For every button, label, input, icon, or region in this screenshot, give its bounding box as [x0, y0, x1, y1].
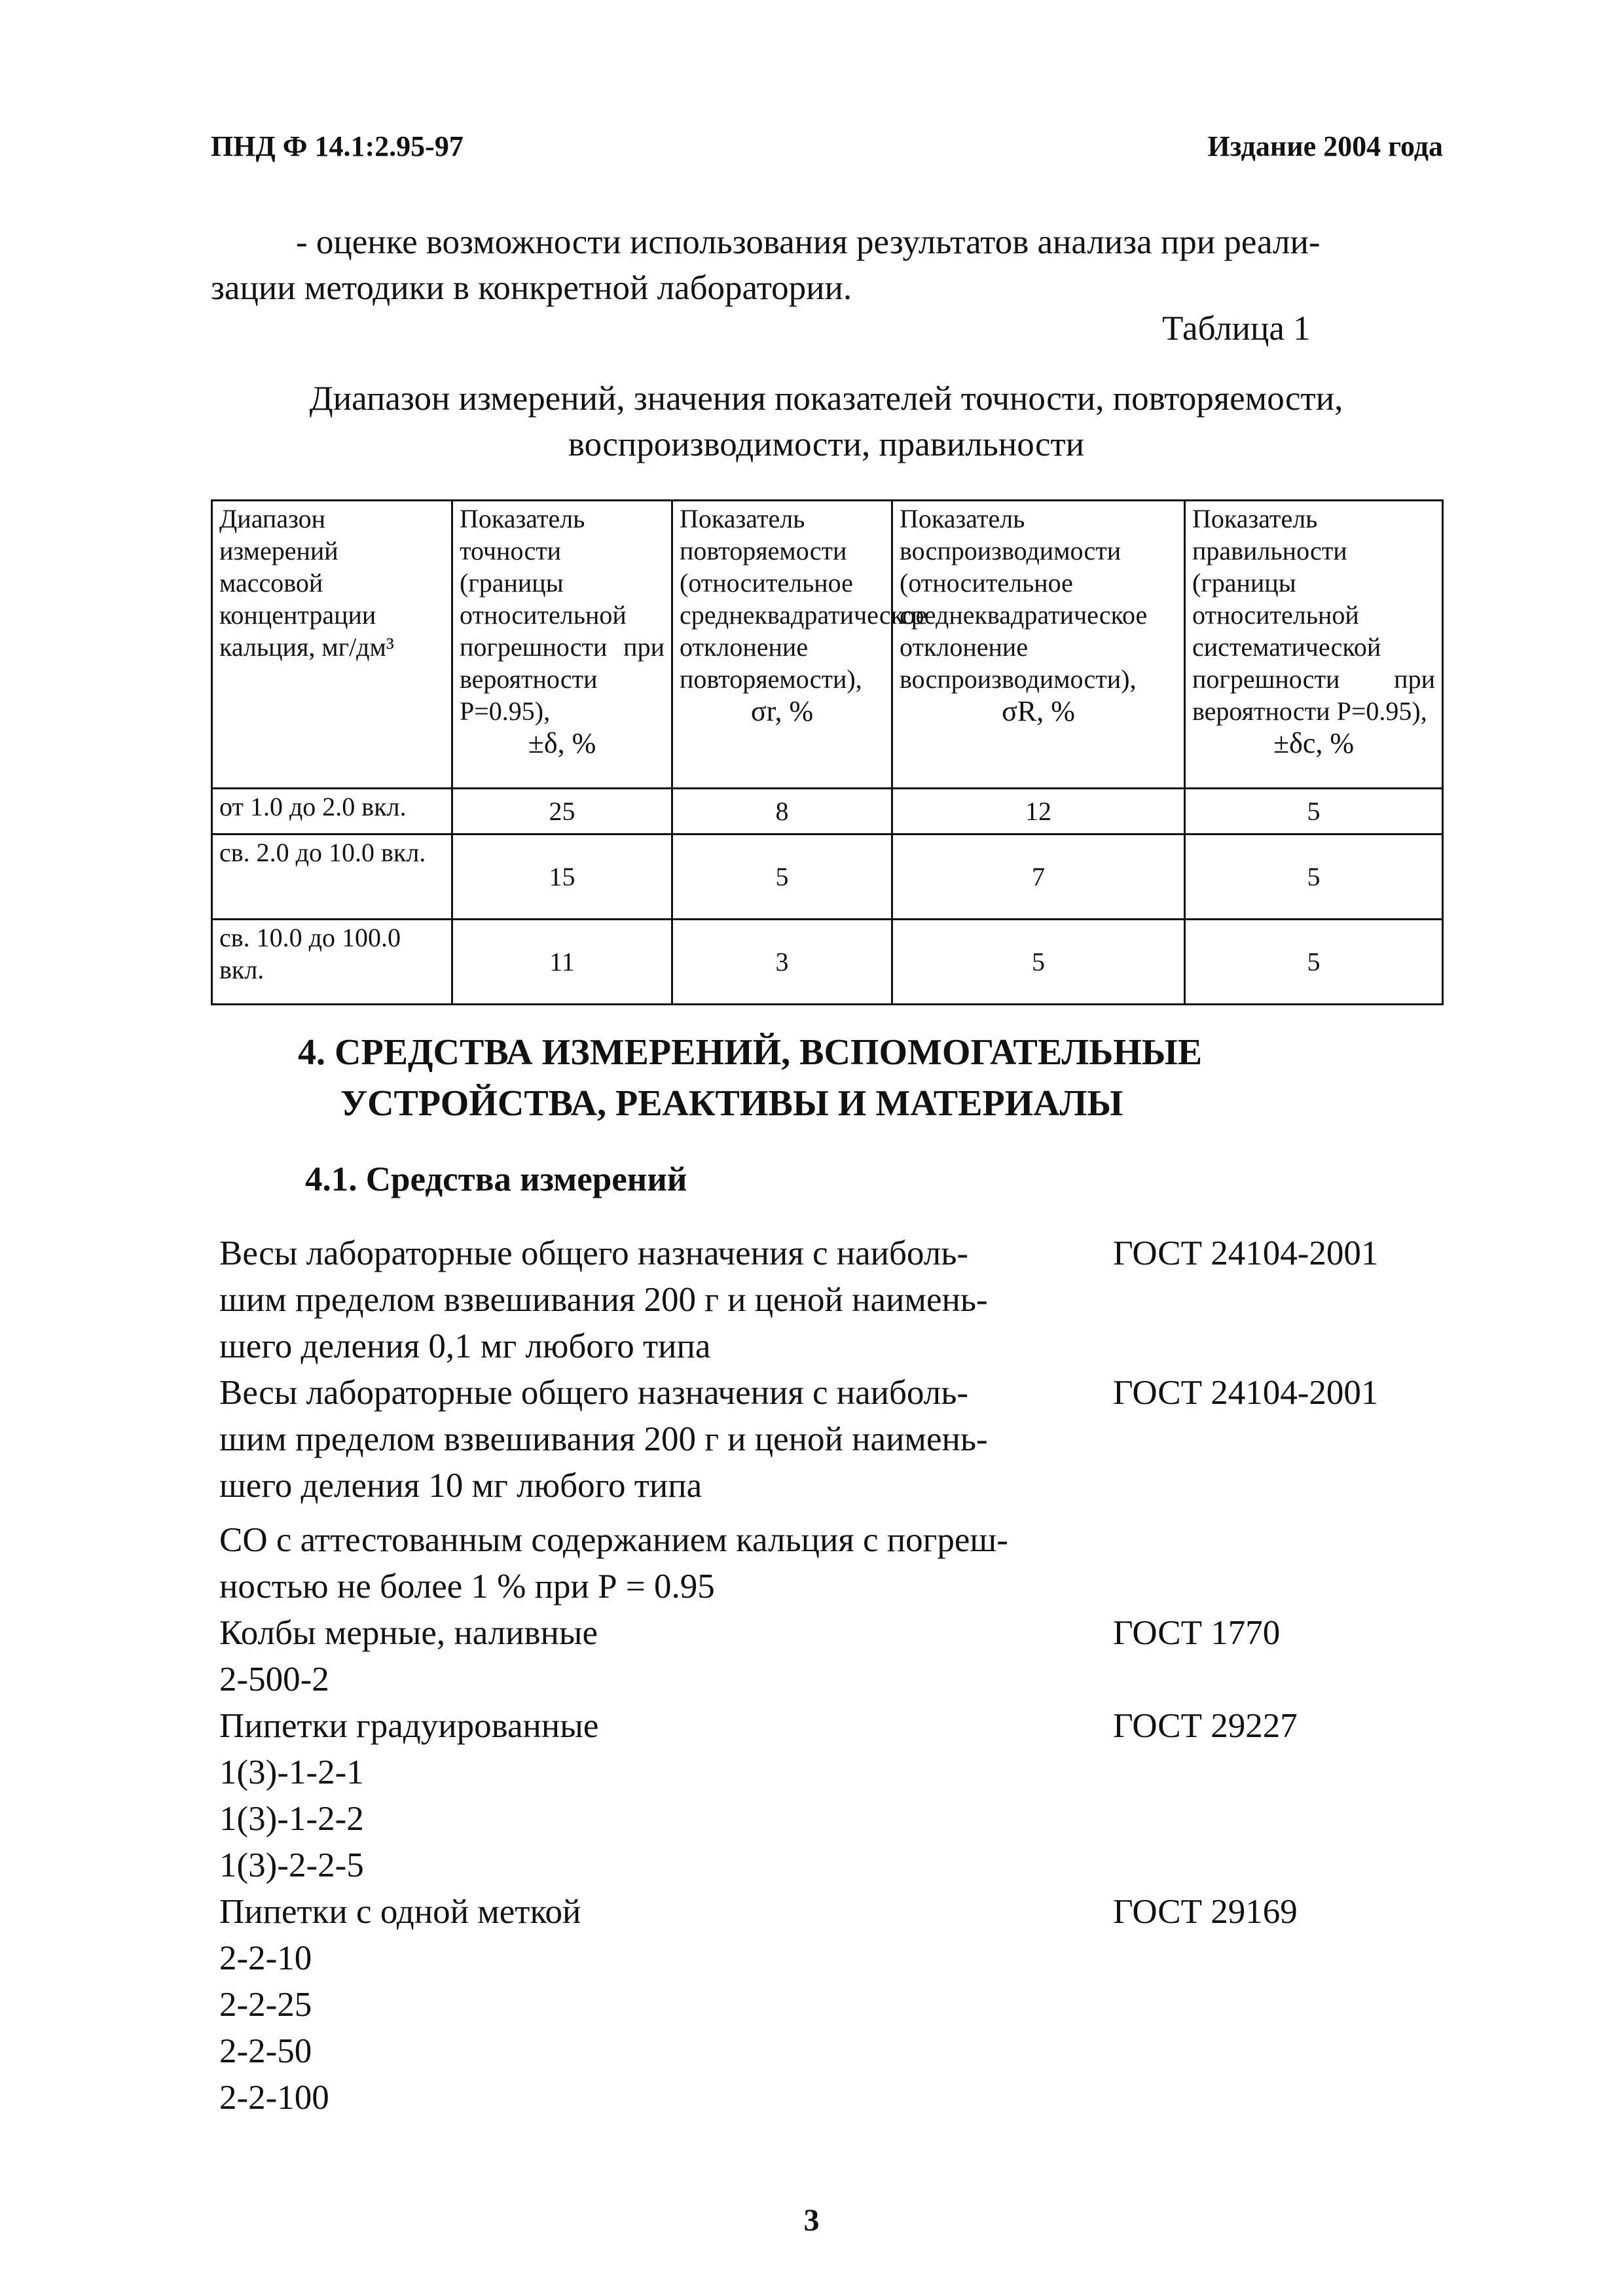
list-item — [219, 1610, 1437, 1703]
subsection-heading: 4.1. Средства измерений — [305, 1160, 687, 1198]
table-row — [212, 789, 1443, 834]
table-title-line-1: Диапазон измерений, значения показателей точности, повторяемости, — [309, 380, 1343, 418]
item-line: 1(3)-1-2-1 — [219, 1753, 364, 1791]
item-line: 2-2-50 — [219, 2032, 312, 2070]
repeatability-value: 3 — [672, 920, 892, 1005]
table-title-line-2: воспроизводимости, правильности — [568, 425, 1085, 463]
section-heading-line-2: УСТРОЙСТВА, РЕАКТИВЫ И МАТЕРИАЛЫ — [340, 1083, 1123, 1124]
table-row — [212, 920, 1443, 1005]
accuracy-value: 15 — [452, 834, 672, 920]
list-item — [219, 1703, 1437, 1889]
gost-reference: ГОСТ 24104-2001 — [1113, 1234, 1379, 1272]
reproducibility-value: 5 — [892, 920, 1185, 1005]
accuracy-value: 11 — [452, 920, 672, 1005]
gost-reference: ГОСТ 24104-2001 — [1113, 1374, 1379, 1412]
list-item — [219, 1889, 1437, 2121]
list-item — [219, 1370, 1437, 1509]
section-heading-line-1: 4. СРЕДСТВА ИЗМЕРЕНИЙ, ВСПОМОГАТЕЛЬНЫЕ — [298, 1032, 1203, 1073]
item-line: СО с аттестованным содержанием кальция с погреш- — [219, 1521, 1008, 1559]
header-cell-reproducibility: Показатель воспроизводимости (относительное среднеквадратическое отклонение воспроизводимости), σR, % — [892, 501, 1185, 789]
item-line: Колбы мерные, наливные — [219, 1614, 598, 1652]
table-row — [212, 834, 1443, 920]
table-header-row — [212, 501, 1443, 789]
document-code: ПНД Ф 14.1:2.95-97 — [211, 130, 464, 162]
item-line: Весы лабораторные общего назначения с наиболь- — [219, 1234, 969, 1272]
reproducibility-value: 12 — [892, 789, 1185, 834]
page-number: 3 — [803, 2203, 820, 2238]
item-line: 2-2-10 — [219, 1939, 312, 1977]
item-line: 2-500-2 — [219, 1660, 329, 1698]
item-line: шего деления 10 мг любого типа — [219, 1467, 702, 1505]
accuracy-table — [211, 499, 1444, 1005]
item-line: шим пределом взвешивания 200 г и ценой наимень- — [219, 1281, 988, 1319]
intro-line-2: зации методики в конкретной лаборатории. — [211, 269, 852, 307]
table-label: Таблица 1 — [1162, 310, 1311, 348]
item-line: 2-2-100 — [219, 2079, 329, 2117]
item-line: 2-2-25 — [219, 1986, 312, 2024]
item-line: Весы лабораторные общего назначения с наиболь- — [219, 1374, 969, 1412]
trueness-value: 5 — [1185, 789, 1443, 834]
edition-label: Издание 2004 года — [1207, 130, 1443, 162]
row-range-cell: от 1.0 до 2.0 вкл. — [212, 789, 452, 834]
repeatability-value: 5 — [672, 834, 892, 920]
item-line: шего деления 0,1 мг любого типа — [219, 1327, 711, 1365]
item-line: ностью не более 1 % при Р = 0.95 — [219, 1568, 715, 1605]
list-item — [219, 1517, 1437, 1610]
item-line: шим пределом взвешивания 200 г и ценой наимень- — [219, 1420, 988, 1458]
gost-reference: ГОСТ 29227 — [1113, 1707, 1298, 1745]
reproducibility-value: 7 — [892, 834, 1185, 920]
row-range-cell: св. 2.0 до 10.0 вкл. — [212, 834, 452, 920]
accuracy-value: 25 — [452, 789, 672, 834]
intro-line-1: - оценке возможности использования результатов анализа при реали- — [296, 223, 1321, 261]
item-line: Пипетки с одной меткой — [219, 1893, 581, 1931]
trueness-value: 5 — [1185, 920, 1443, 1005]
equipment-list — [219, 1230, 1437, 2121]
item-line: Пипетки градуированные — [219, 1707, 599, 1745]
trueness-value: 5 — [1185, 834, 1443, 920]
header-cell-range: Диапазон измерений массовой концентрации кальция, мг/дм³ — [212, 501, 452, 789]
item-line: 1(3)-1-2-2 — [219, 1800, 364, 1838]
gost-reference: ГОСТ 1770 — [1113, 1614, 1281, 1652]
item-line: 1(3)-2-2-5 — [219, 1846, 364, 1884]
list-item — [219, 1230, 1437, 1370]
repeatability-value: 8 — [672, 789, 892, 834]
gost-reference: ГОСТ 29169 — [1113, 1893, 1298, 1931]
header-cell-trueness: Показатель правильности (границы относительной систематической погрешности при вероятности Р=0.95), ±δc, % — [1185, 501, 1443, 789]
row-range-cell: св. 10.0 до 100.0 вкл. — [212, 920, 452, 1005]
header-cell-repeatability: Показатель повторяемости (относительное среднеквадратическое отклонение повторяемости), σr, % — [672, 501, 892, 789]
header-cell-accuracy: Показатель точности (границы относительной погрешности при вероятности Р=0.95), ±δ, % — [452, 501, 672, 789]
